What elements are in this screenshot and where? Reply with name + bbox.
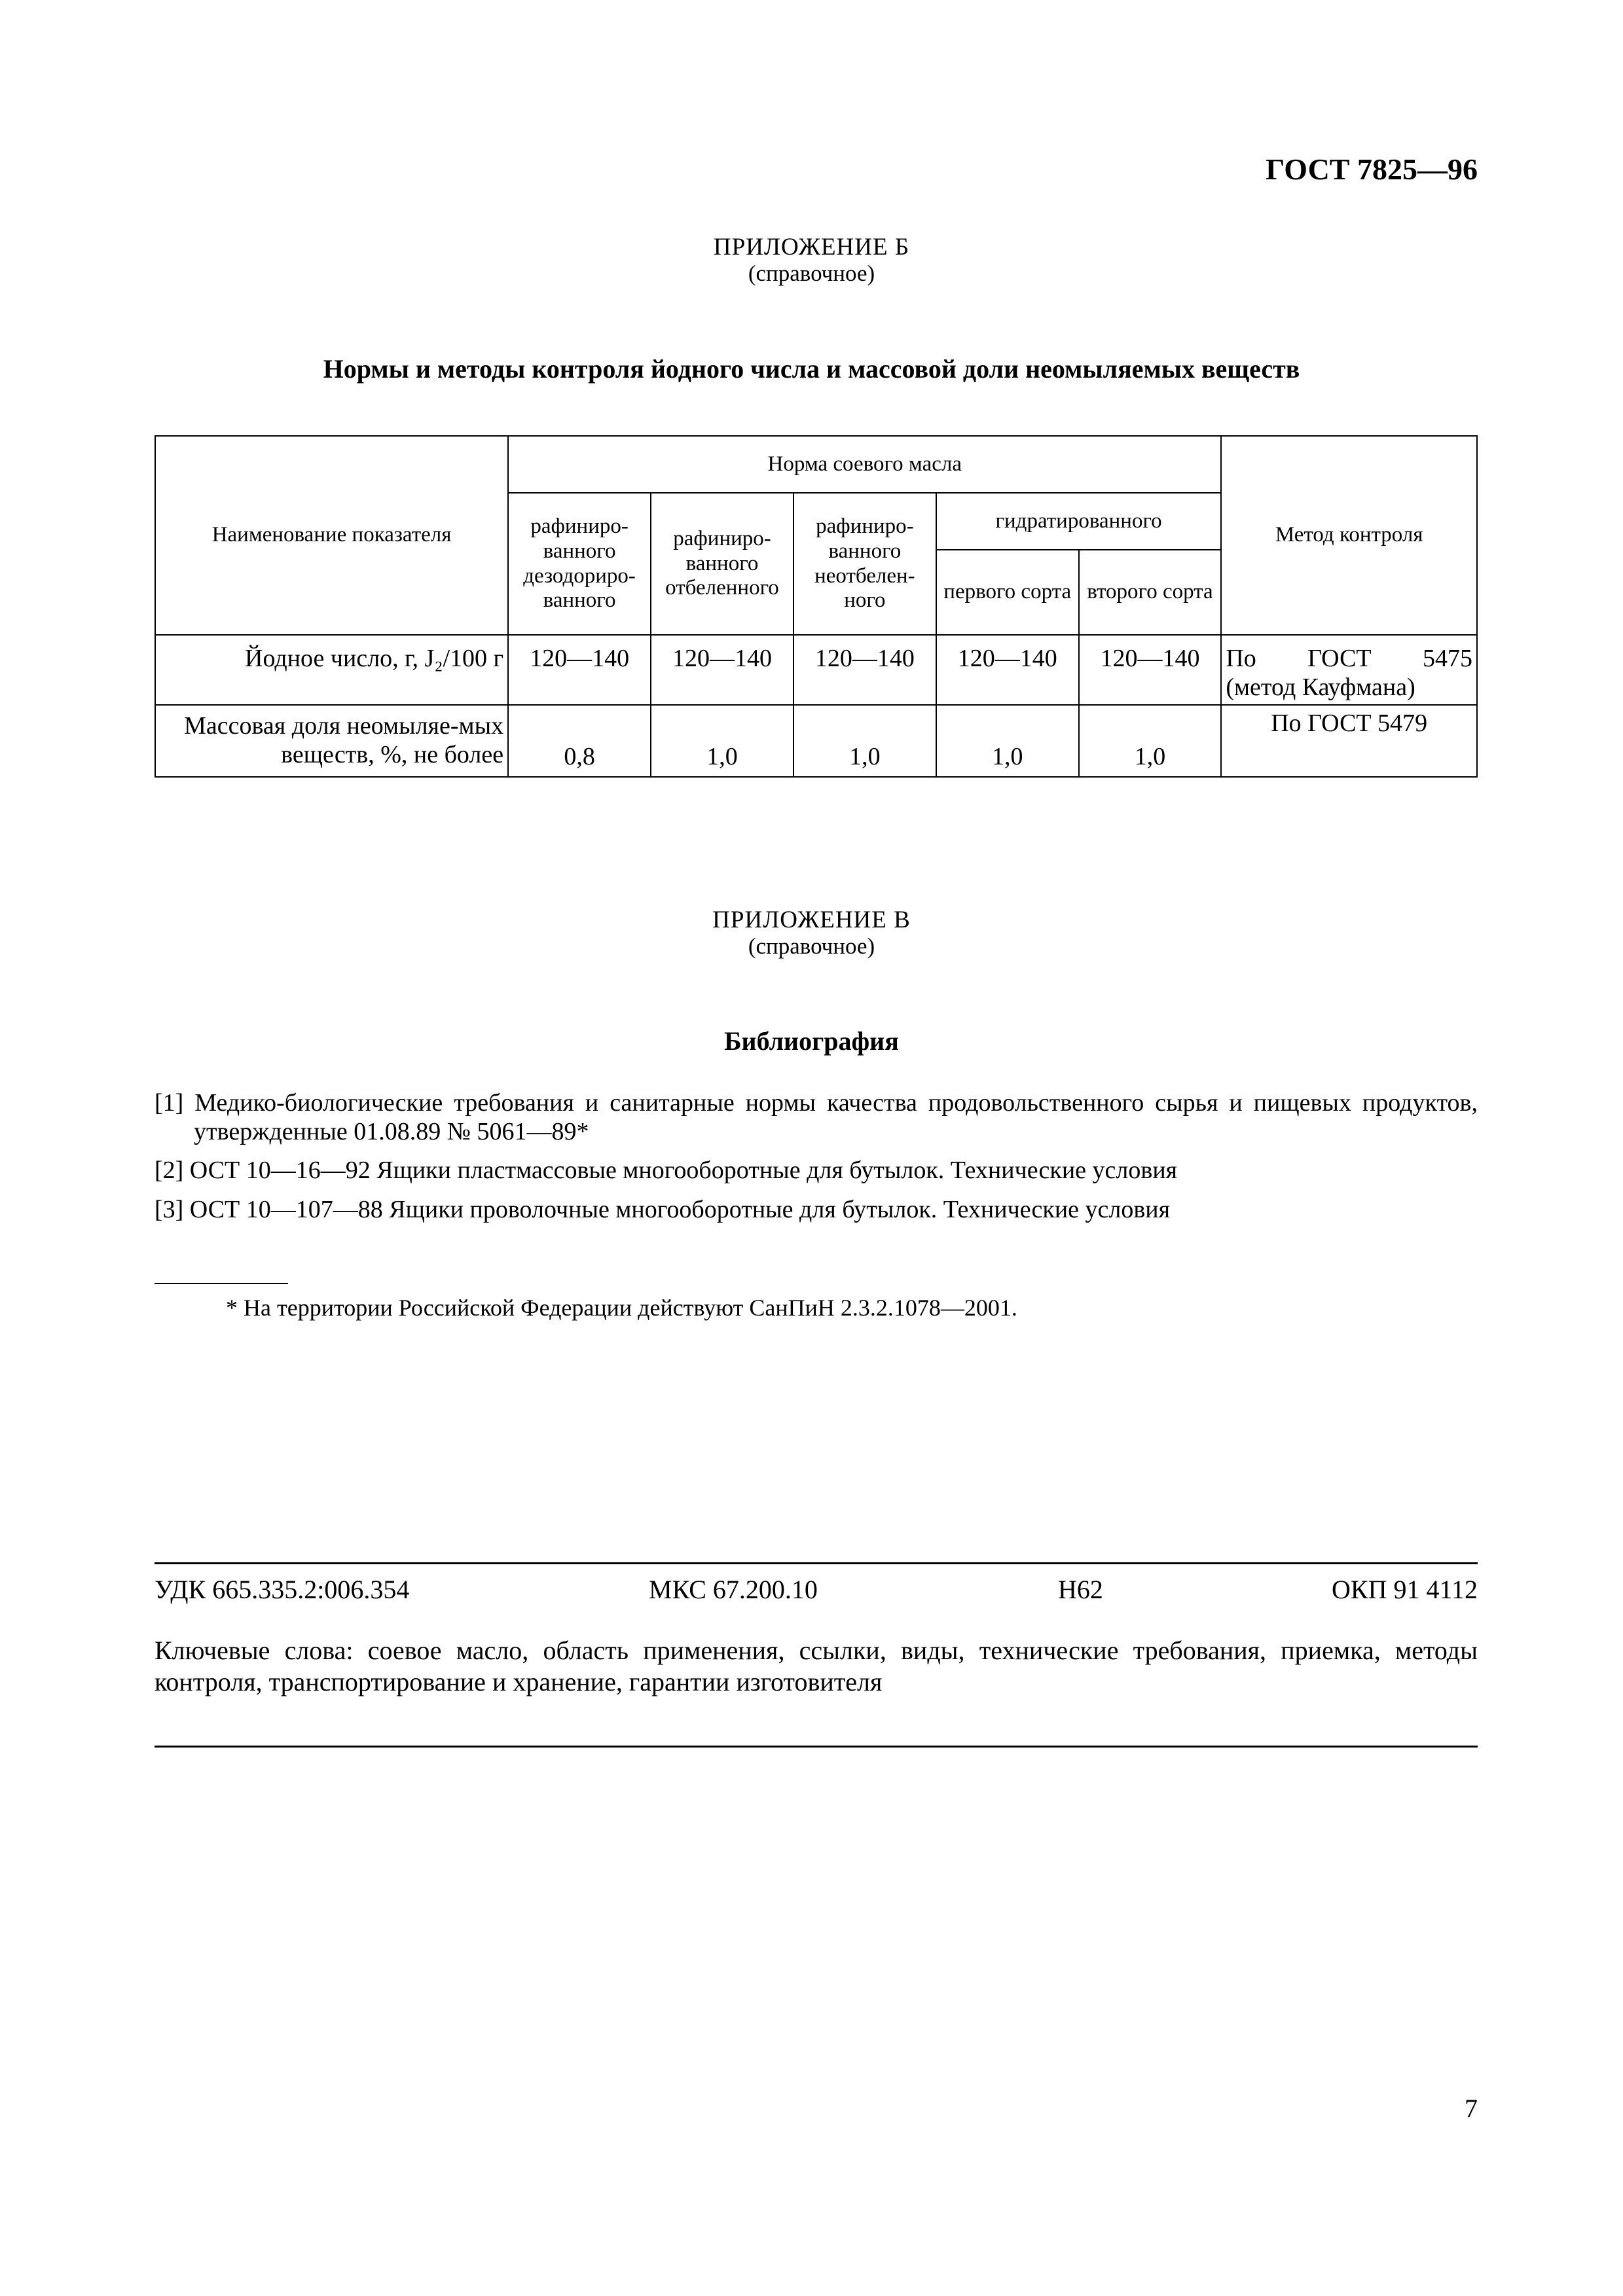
cell-value: 0,8 bbox=[508, 705, 651, 777]
subheader-refined-bleached: рафиниро-ванного отбеленного bbox=[651, 493, 793, 635]
top-rule bbox=[155, 1562, 1478, 1564]
cell-value: 120—140 bbox=[1079, 635, 1222, 705]
cell-value: 1,0 bbox=[793, 705, 936, 777]
cell-value: 1,0 bbox=[936, 705, 1079, 777]
bibliography-list bbox=[155, 1089, 1478, 1235]
bibliography-item: [2] ОСТ 10—16—92 Ящики пластмассовые многооборотные для бутылок. Технические условия bbox=[155, 1157, 1178, 1185]
appendix-b-title: ПРИЛОЖЕНИЕ Б bbox=[713, 234, 910, 260]
cell-value: 1,0 bbox=[651, 705, 793, 777]
cell-value: 120—140 bbox=[936, 635, 1079, 705]
subheader-hydrated: гидратированного bbox=[936, 493, 1222, 550]
col-header-method: Метод контроля bbox=[1221, 436, 1477, 635]
subheader-first-grade: первого сорта bbox=[936, 550, 1079, 635]
method-line bbox=[1226, 645, 1472, 673]
cell-value: 120—140 bbox=[793, 635, 936, 705]
category-code: Н62 bbox=[1058, 1575, 1103, 1604]
cell-value: 120—140 bbox=[651, 635, 793, 705]
subheader-refined-unbleached: рафиниро-ванного неотбелен-ного bbox=[793, 493, 936, 635]
appendix-v-title: ПРИЛОЖЕНИЕ В bbox=[712, 906, 911, 933]
udk-code: УДК 665.335.2:006.354 bbox=[155, 1575, 410, 1604]
method-word: ГОСТ bbox=[1307, 645, 1372, 672]
norms-table bbox=[155, 435, 1478, 778]
bottom-rule bbox=[155, 1746, 1478, 1748]
table-row bbox=[155, 705, 1477, 777]
row-method: По ГОСТ 5479 bbox=[1221, 705, 1477, 777]
method-word: 5475 bbox=[1423, 645, 1472, 672]
row-method bbox=[1221, 635, 1477, 705]
bibliography-item: [3] ОСТ 10—107—88 Ящики проволочные многооборотные для бутылок. Технические условия bbox=[155, 1196, 1171, 1224]
method-note: (метод Кауфмана) bbox=[1226, 673, 1415, 701]
keywords: Ключевые слова: соевое масло, область применения, ссылки, виды, технические требования, приемка, методы контроля, транспортирование и хранение, гарантии изготовителя bbox=[155, 1636, 1478, 1696]
page-number: 7 bbox=[1465, 2094, 1478, 2123]
subheader-second-grade: второго сорта bbox=[1079, 550, 1222, 635]
row-name: Йодное число, г, J₂/100 г bbox=[155, 635, 508, 705]
cell-value: 120—140 bbox=[508, 635, 651, 705]
mks-code: МКС 67.200.10 bbox=[649, 1575, 818, 1604]
table-heading: Нормы и методы контроля йодного числа и массовой доли неомыляемых веществ bbox=[323, 354, 1300, 384]
col-header-norm: Норма соевого масла bbox=[508, 436, 1221, 493]
method-word: По bbox=[1226, 645, 1256, 672]
appendix-b-subtitle: (справочное) bbox=[748, 260, 875, 286]
table-row bbox=[155, 635, 1477, 705]
cell-value: 1,0 bbox=[1079, 705, 1222, 777]
footnote: * На территории Российской Федерации действуют СанПиН 2.3.2.1078—2001. bbox=[226, 1295, 1017, 1321]
footnote-divider bbox=[155, 1283, 288, 1284]
col-header-name: Наименование показателя bbox=[155, 436, 508, 635]
okp-code: ОКП 91 4112 bbox=[1332, 1575, 1478, 1604]
subheader-refined-deodorized: рафиниро-ванного дезодориро-ванного bbox=[508, 493, 651, 635]
bibliography-heading: Библиография bbox=[724, 1026, 899, 1056]
row-name: Массовая доля неомыляе-мых веществ, %, не более bbox=[155, 705, 508, 777]
standard-number: ГОСТ 7825—96 bbox=[1266, 152, 1478, 186]
bibliography-item: [1] Медико-биологические требования и санитарные нормы качества продовольственного сырья и пищевых продуктов, утвержденные 01.08.89 № 5061—89* bbox=[155, 1089, 1478, 1145]
appendix-v-subtitle: (справочное) bbox=[748, 933, 875, 959]
